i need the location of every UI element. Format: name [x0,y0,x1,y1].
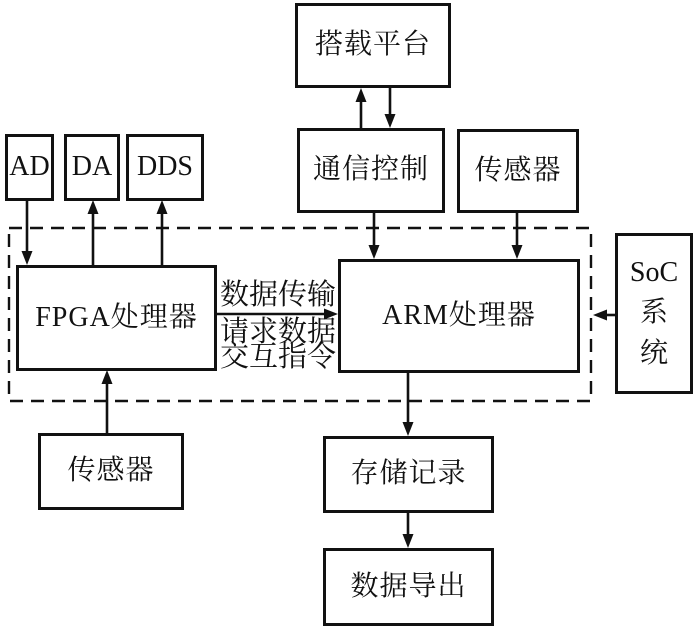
node-da: DA [64,134,120,201]
node-storage-record: 存储记录 [323,436,494,513]
edge-label-request-data: 请求数据 [219,316,336,348]
arrow-sensortop-to-arm [512,213,523,259]
node-sensor-top: 传感器 [457,129,579,213]
soc-system-line1: SoC [629,256,679,288]
node-dds: DDS [126,134,204,201]
node-arm-processor: ARM处理器 [338,259,580,373]
arrow-fpga-to-dds [157,200,168,265]
node-soc-system [615,233,693,394]
soc-system-line3: 统 [639,337,668,369]
edge-label-data-transfer: 数据传输 [219,279,336,311]
arrow-comm-to-platform [356,88,367,128]
arrow-comm-to-arm [369,213,380,259]
arrow-platform-to-comm [385,88,396,128]
node-fpga-processor: FPGA处理器 [16,265,217,371]
arrow-storage-to-export [403,513,414,548]
node-sensor-bottom: 传感器 [38,433,184,510]
arrow-fpga-to-da [88,200,99,265]
node-communication-control: 通信控制 [297,128,445,213]
node-data-export: 数据导出 [323,548,494,626]
arrow-arm-to-storage [403,373,414,436]
arrow-ad-to-fpga [22,200,33,265]
node-ad: AD [5,134,54,201]
arrow-soc-to-boundary [593,310,615,321]
edge-label-interaction-command: 交互指令 [219,341,336,373]
soc-system-line2: 系 [639,297,668,329]
node-platform: 搭载平台 [295,3,451,88]
